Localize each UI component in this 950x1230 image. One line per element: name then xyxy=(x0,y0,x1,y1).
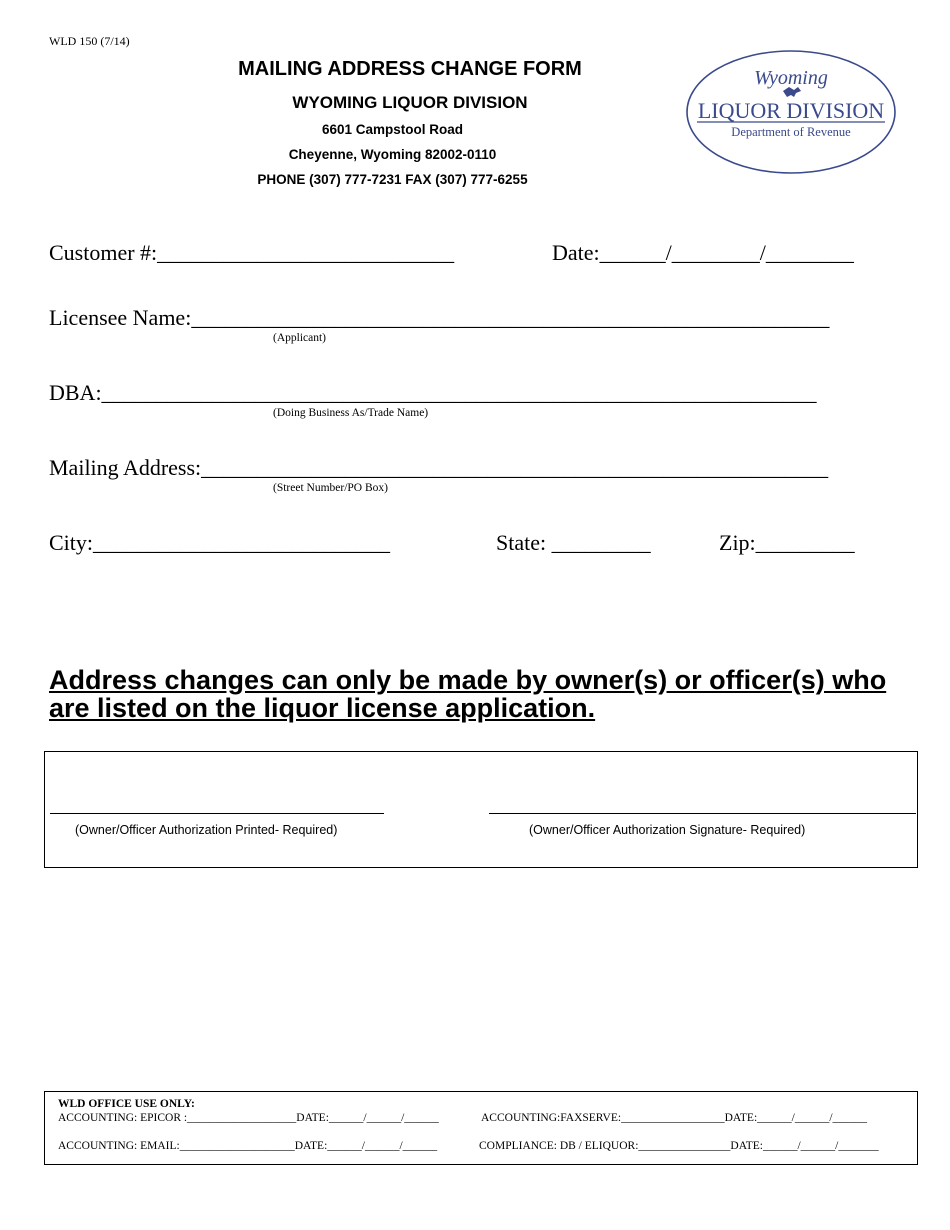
office-row2-right[interactable]: COMPLIANCE: DB / ELIQUOR:________________DATE:______/______/_______ xyxy=(479,1140,879,1152)
signature-label: (Owner/Officer Authorization Signature- Required) xyxy=(529,823,806,837)
authorization-box xyxy=(44,751,918,868)
logo-sub-text: Department of Revenue xyxy=(731,125,851,139)
notice-line-1: Address changes can only be made by owner(s) or officer(s) who xyxy=(49,665,887,695)
signature-line[interactable] xyxy=(489,813,916,814)
address-city: Cheyenne, Wyoming 82002-0110 xyxy=(288,147,497,162)
dba-hint: (Doing Business As/Trade Name) xyxy=(273,407,429,419)
state-field[interactable]: State: _________ xyxy=(496,530,651,555)
mailing-address-field[interactable]: Mailing Address:_________________________________________________________ xyxy=(49,455,829,480)
licensee-hint: (Applicant) xyxy=(273,332,327,344)
office-use-heading: WLD OFFICE USE ONLY: xyxy=(58,1098,195,1110)
customer-number-field[interactable]: Customer #:___________________________ xyxy=(49,240,455,265)
division-name: WYOMING LIQUOR DIVISION xyxy=(292,93,528,112)
city-field[interactable]: City:___________________________ xyxy=(49,530,391,555)
logo-script-text: Wyoming xyxy=(754,67,828,89)
office-row1-right[interactable]: ACCOUNTING:FAXSERVE:__________________DATE:______/______/______ xyxy=(481,1112,868,1124)
date-field[interactable]: Date:______/________/________ xyxy=(552,240,854,265)
office-row1-left[interactable]: ACCOUNTING: EPICOR :___________________DATE:______/______/______ xyxy=(58,1112,439,1124)
form-title: MAILING ADDRESS CHANGE FORM xyxy=(238,58,582,80)
mailing-address-hint: (Street Number/PO Box) xyxy=(273,482,388,494)
notice-line-2: are listed on the liquor license application. xyxy=(49,693,596,723)
office-row2-left[interactable]: ACCOUNTING: EMAIL:____________________DATE:______/______/______ xyxy=(58,1140,438,1152)
zip-field[interactable]: Zip:_________ xyxy=(719,530,855,555)
printed-name-line[interactable] xyxy=(50,813,384,814)
dba-field[interactable]: DBA:_________________________________________________________________ xyxy=(49,380,817,405)
printed-name-label: (Owner/Officer Authorization Printed- Required) xyxy=(75,823,338,837)
form-code: WLD 150 (7/14) xyxy=(49,34,130,48)
address-street: 6601 Campstool Road xyxy=(321,122,464,137)
licensee-name-field[interactable]: Licensee Name:__________________________________________________________ xyxy=(49,305,830,330)
liquor-division-logo xyxy=(685,48,899,176)
address-phone: PHONE (307) 777-7231 FAX (307) 777-6255 xyxy=(257,172,528,187)
logo-main-text: LIQUOR DIVISION xyxy=(697,98,885,123)
